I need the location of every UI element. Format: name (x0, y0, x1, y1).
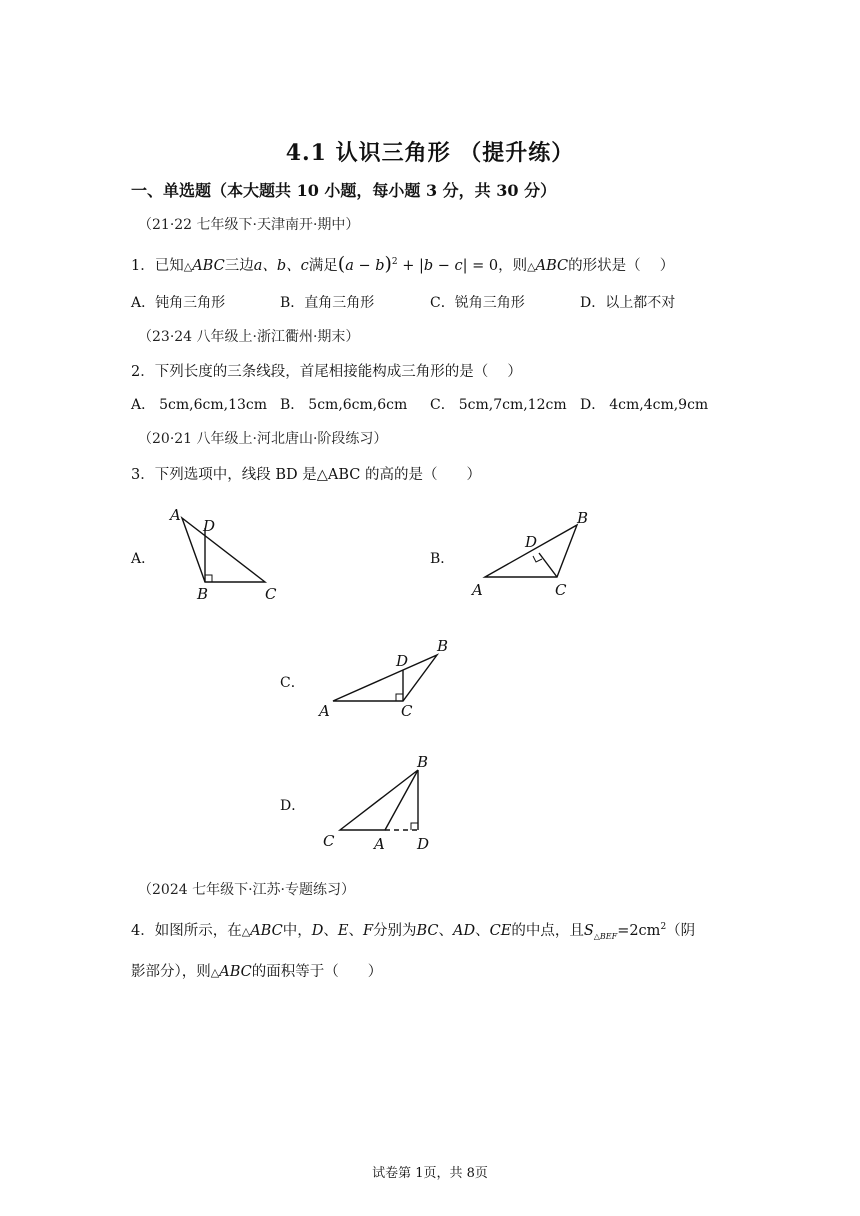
q2-option-c-value: 5cm,7cm,12cm (458, 397, 567, 413)
q1-eq-close: ) (384, 253, 392, 275)
page-footer: 试卷第 1页，共 8页 (372, 1166, 488, 1181)
q3-option-a-label[interactable]: A． (131, 551, 156, 567)
q1-vars: a、b、c (253, 258, 309, 274)
q1-eq-zero: = 0 (467, 258, 499, 274)
q1-abc-2: ABC (535, 258, 569, 274)
q4-mid3: 的中点，且 (511, 923, 584, 939)
label-d: D (396, 652, 409, 670)
q2-option-c[interactable] (430, 394, 567, 414)
label-c: C (265, 585, 277, 603)
q4-stem-line2 (131, 960, 382, 981)
q4-sep1: 、 (323, 923, 338, 939)
q1-abc: ABC (192, 258, 225, 274)
segment-cd (539, 553, 557, 577)
q2-option-c-letter: C． (430, 397, 455, 413)
q4-line2-a: 影部分），则 (131, 964, 211, 980)
q4-d: D (311, 923, 324, 939)
q1-option-a[interactable]: A．钝角三角形 (131, 295, 226, 311)
q2-option-a-letter: A． (131, 397, 156, 413)
label-a: A (472, 581, 483, 599)
q1-source: （21·22 七年级下·天津南开·期中） (138, 217, 360, 233)
label-a: A (170, 506, 181, 524)
q2-option-d-value: 4cm,4cm,9cm (609, 397, 709, 413)
page-title: 4.1 认识三角形 （提升练） (285, 140, 575, 166)
q3-option-d-label[interactable]: D． (280, 798, 306, 814)
label-b: B (417, 753, 429, 771)
q4-sep4: 、 (475, 923, 490, 939)
q3-figure-d[interactable] (315, 750, 450, 860)
q1-prefix: 1．已知 (131, 258, 184, 274)
label-b: B (197, 585, 209, 603)
triangle-abc (182, 518, 265, 582)
q4-tail: （阴 (666, 923, 696, 939)
label-d: D (203, 517, 216, 535)
q1-mid1: 三边 (224, 258, 254, 274)
q2-option-b[interactable] (280, 394, 407, 414)
q4-mid1: 中， (282, 923, 312, 939)
q2-source: （23·24 八年级上·浙江衢州·期末） (138, 329, 360, 345)
triangle-abc (333, 655, 437, 701)
right-angle-mark (396, 694, 403, 701)
q2-option-a[interactable] (131, 394, 267, 414)
q2-option-b-value: 5cm,6cm,6cm (308, 397, 408, 413)
q4-sub: △BEF (593, 931, 618, 941)
q4-ad: AD (453, 923, 476, 939)
q1-option-c[interactable]: C．锐角三角形 (430, 295, 525, 311)
q3-option-c-label[interactable]: C． (280, 675, 305, 691)
q2-option-d-letter: D． (580, 397, 606, 413)
label-d: D (417, 835, 430, 853)
triangle-abc (340, 770, 418, 830)
q2-stem: 2．下列长度的三条线段，首尾相接能构成三角形的是（ ） (131, 364, 522, 380)
q4-sep2: 、 (348, 923, 363, 939)
triangle-symbol: △ (183, 260, 193, 273)
q4-line2-tail: 的面积等于（ ） (251, 964, 383, 980)
right-angle-mark (411, 823, 418, 830)
q4-exp: 2 (660, 922, 667, 933)
q4-s: S (583, 923, 594, 939)
label-c: C (323, 832, 335, 850)
q4-source: （2024 七年级下·江苏·专题练习） (138, 882, 355, 898)
q1-option-d[interactable]: D．以上都不对 (580, 295, 676, 311)
q1-stem (131, 253, 674, 275)
q1-eq-ab: a − b (345, 258, 385, 274)
q3-source: （20·21 八年级上·河北唐山·阶段练习） (138, 431, 388, 447)
right-angle-mark (533, 556, 542, 562)
q1-eq-plus: + (397, 258, 420, 274)
label-b: B (577, 509, 589, 527)
label-a: A (374, 835, 385, 853)
triangle-symbol: △ (210, 966, 220, 979)
q3-stem: 3．下列选项中，线段 BD 是△ABC 的高的是（ ） (131, 467, 481, 483)
q4-ce: CE (489, 923, 512, 939)
q1-eq-abs: |b − c| (419, 258, 468, 274)
q1-tail: 的形状是（ ） (568, 258, 675, 274)
q2-option-d[interactable] (580, 394, 708, 414)
label-b: B (437, 637, 449, 655)
triangle-symbol: △ (527, 260, 536, 273)
q4-stem-line1 (131, 919, 695, 941)
q3-figure-c[interactable] (315, 635, 460, 725)
q4-bc: BC (416, 923, 439, 939)
label-a: A (319, 702, 330, 720)
q4-sep3: 、 (438, 923, 454, 939)
q1-mid2: 满足 (308, 258, 338, 274)
q1-option-b[interactable]: B．直角三角形 (280, 295, 375, 311)
q3-figure-b[interactable] (465, 505, 600, 605)
label-c: C (555, 581, 567, 599)
q4-prefix: 4．如图所示，在 (131, 923, 242, 939)
q4-f: F (362, 923, 373, 939)
label-d: D (525, 533, 538, 551)
triangle-symbol: △ (241, 925, 251, 938)
q4-mid2: 分别为 (373, 923, 417, 939)
q4-e: E (337, 923, 349, 939)
q1-mid3: ，则 (498, 258, 528, 274)
q4-abc: ABC (250, 923, 283, 939)
section-heading: 一、单选题（本大题共 10 小题，每小题 3 分，共 30 分） (131, 181, 557, 200)
q2-option-a-value: 5cm,6cm,13cm (159, 397, 268, 413)
q1-eq-exp: 2 (391, 257, 398, 268)
q3-figure-a[interactable] (160, 500, 290, 610)
q2-option-b-letter: B． (280, 397, 305, 413)
q4-eq: =2cm (617, 923, 661, 939)
q3-option-b-label[interactable]: B． (430, 551, 455, 567)
q4-abc-2: ABC (219, 964, 252, 980)
right-angle-mark (205, 575, 212, 582)
label-c: C (401, 702, 413, 720)
q1-eq-open: ( (337, 253, 346, 275)
